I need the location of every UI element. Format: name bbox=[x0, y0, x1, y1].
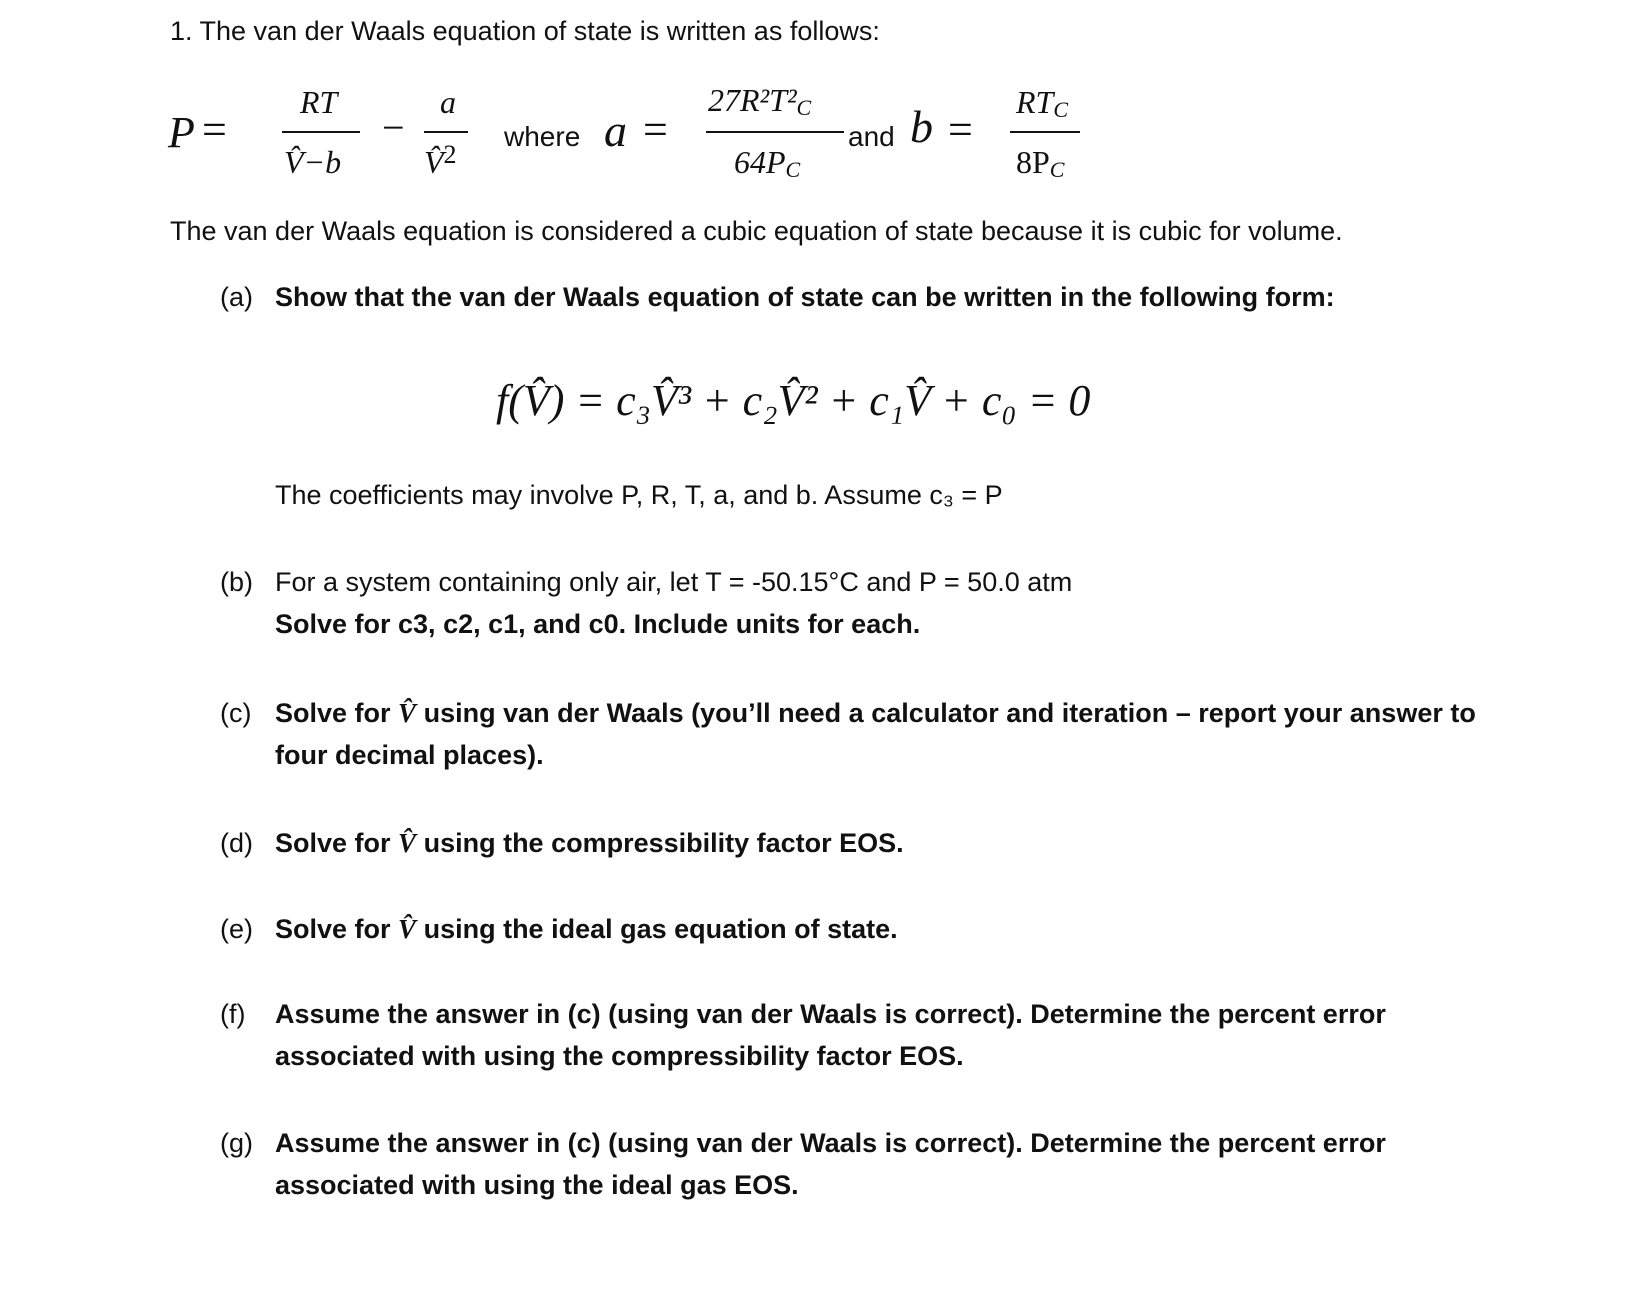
eq-a-den-text: 64P bbox=[734, 144, 786, 180]
eq-a-den-sub: C bbox=[785, 157, 801, 183]
part-a-text: Show that the van der Waals equation of state can be written in the following form: bbox=[275, 282, 1335, 312]
part-d-post: using the compressibility factor EOS. bbox=[423, 828, 904, 858]
eq-v-minus-b: V̂−b bbox=[284, 144, 342, 180]
part-c-line2: four decimal places). bbox=[275, 740, 544, 770]
part-e-label: (e) bbox=[220, 914, 253, 944]
eq-b-num-text: RT bbox=[1016, 84, 1054, 120]
eq-b-var: b bbox=[910, 101, 933, 152]
part-f-line1: Assume the answer in (c) (using van der Waals is correct). Determine the percent error bbox=[275, 999, 1386, 1029]
eq-equals-3: = bbox=[948, 105, 973, 154]
eq-minus: − bbox=[382, 105, 405, 150]
eq-a-denominator bbox=[734, 144, 800, 183]
problem-heading: 1. The van der Waals equation of state is written as follows: bbox=[170, 16, 880, 46]
part-e-post: using the ideal gas equation of state. bbox=[423, 914, 898, 944]
cubic-statement: The van der Waals equation is considered a cubic equation of state because it is cubic for volume. bbox=[170, 216, 1343, 246]
part-b-line2: Solve for c3, c2, c1, and c0. Include units for each. bbox=[275, 609, 921, 639]
part-a-note: The coefficients may involve P, R, T, a, and b. Assume c₃ = P bbox=[275, 480, 1003, 510]
part-g-line2: associated with using the ideal gas EOS. bbox=[275, 1170, 799, 1200]
eq-b-numerator bbox=[1016, 84, 1068, 123]
part-c-vhat: V̂ bbox=[398, 698, 417, 728]
part-c-label: (c) bbox=[220, 698, 252, 728]
eq-v-squared bbox=[424, 140, 457, 181]
part-d-label: (d) bbox=[220, 828, 253, 858]
part-g-label: (g) bbox=[220, 1128, 253, 1158]
part-e-vhat: V̂ bbox=[398, 914, 417, 944]
eq-b-den-text: 8P bbox=[1016, 144, 1050, 180]
eq-b-num-sub: C bbox=[1053, 97, 1069, 123]
part-g-line1: Assume the answer in (c) (using van der Waals is correct). Determine the percent error bbox=[275, 1128, 1386, 1158]
part-b-line1: For a system containing only air, let T = -50.15°C and P = 50.0 atm bbox=[275, 567, 1073, 597]
eq-v-squared-base: V̂ bbox=[424, 144, 444, 180]
part-e-pre: Solve for bbox=[275, 914, 391, 944]
eq-b-den-sub: C bbox=[1049, 157, 1065, 183]
eq-equals-2: = bbox=[643, 105, 668, 154]
part-e-line bbox=[275, 912, 898, 946]
part-c-line1 bbox=[275, 696, 1476, 730]
eq-v-squared-exp: 2 bbox=[443, 140, 457, 169]
eq-and: and bbox=[848, 121, 895, 152]
eq-frac-line-1 bbox=[282, 131, 360, 133]
eq-a-num-text: 27R²T² bbox=[708, 82, 797, 118]
eq-rt: RT bbox=[300, 84, 338, 120]
eq-a-numerator bbox=[708, 82, 811, 121]
part-a-label: (a) bbox=[220, 282, 253, 312]
eq-where: where bbox=[504, 121, 581, 152]
eq-a-num-sub: C bbox=[796, 95, 812, 121]
part-c-post: using van der Waals (you’ll need a calculator and iteration – report your answer to bbox=[423, 698, 1476, 728]
part-d-line bbox=[275, 826, 904, 860]
eq-a: a bbox=[440, 84, 456, 120]
eq-p: P bbox=[168, 108, 195, 157]
part-b-label: (b) bbox=[220, 567, 253, 597]
part-a-equation: f(V̂) = c₃V̂³ + c₂V̂² + c₁V̂ + c₀ = 0 bbox=[496, 376, 1091, 425]
part-f-line2: associated with using the compressibility factor EOS. bbox=[275, 1041, 964, 1071]
part-d-pre: Solve for bbox=[275, 828, 391, 858]
eq-a-var: a bbox=[604, 105, 627, 156]
eq-b-denominator bbox=[1016, 144, 1064, 183]
eq-frac-line-4 bbox=[1010, 131, 1080, 133]
eq-frac-line-3 bbox=[706, 131, 844, 133]
eq-frac-line-2 bbox=[424, 131, 468, 133]
part-f-label: (f) bbox=[220, 999, 246, 1029]
part-d-vhat: V̂ bbox=[398, 828, 417, 858]
part-c-pre: Solve for bbox=[275, 698, 391, 728]
eq-equals-1: = bbox=[202, 105, 227, 154]
